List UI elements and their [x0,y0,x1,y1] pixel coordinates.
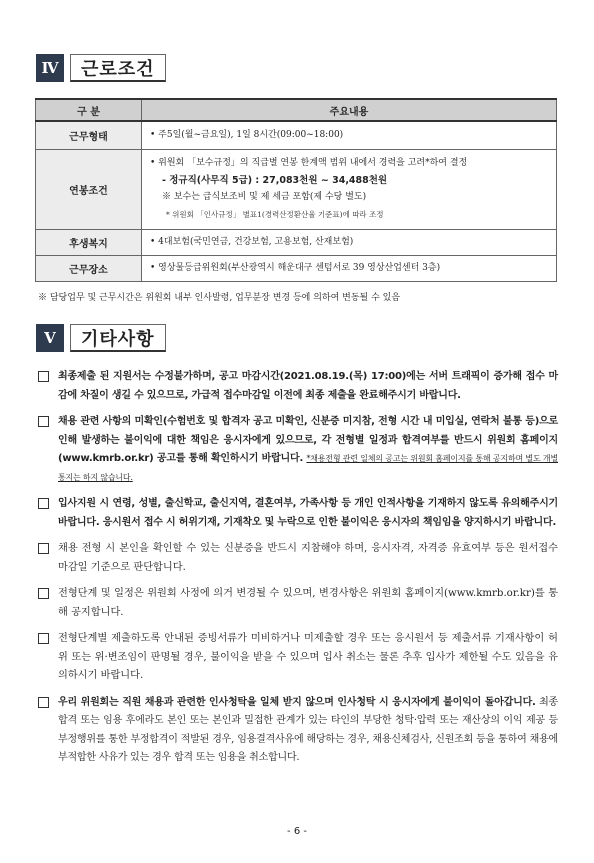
salary-line-1: • 위원회 「보수규정」의 직급별 연봉 한계액 범위 내에서 경력을 고려*하여 결정 [150,158,468,168]
list-item-text: 전형단계 및 일정은 위원회 사정에 의거 변경될 수 있으며, 변경사항은 위원회 홈페이지(www.kmrb.or.kr)를 통해 공지합니다. [58,588,558,618]
salary-line-3: ※ 보수는 급식보조비 및 제 세금 포함(제 수당 별도) [162,192,367,202]
list-item [38,694,558,768]
list-item [38,368,558,405]
section-5-numeral: Ⅴ [36,324,64,352]
list-item-text: 채용 관련 사항의 미확인(수험번호 및 합격자 공고 미확인, 신분증 미지참, 전형 시간 내 미입실, 연락처 불통 등)으로 인해 발생하는 불이익에 대한 책임은 응시자에게 있으므로, 각 전형별 일정과 합격여부를 반드시 위원회 홈페이지(www.kmrb.or.kr) 공고를 통해 확인하시기 바랍니다. [58,416,558,464]
list-item [38,495,558,532]
section-4-numeral: Ⅳ [36,54,64,82]
checkbox-square-icon [38,371,49,382]
page-number: - 6 - [287,826,307,837]
row-content-welfare: • 4대보험(국민연금, 건강보험, 고용보험, 산재보험) [142,229,557,255]
checkbox-square-icon [38,416,49,427]
row-label-welfare: 후생복지 [36,229,142,255]
table-row [36,255,557,281]
checkbox-square-icon [38,498,49,509]
salary-line-2: - 정규직(사무직 5급) : 27,083천원 ~ 34,488천원 [162,175,388,186]
row-content-salary [142,149,557,229]
row-content-location: • 영상물등급위원회(부산광역시 해운대구 센텀서로 39 영상산업센터 3층) [142,255,557,281]
work-conditions-table [35,98,557,282]
table-row [36,149,557,229]
notice-list [38,368,558,776]
table-header-row [36,99,557,121]
table-row [36,121,557,149]
checkbox-square-icon [38,633,49,644]
checkbox-square-icon [38,543,49,554]
row-content-work-type: • 주5일(월~금요일), 1일 8시간(09:00~18:00) [142,121,557,149]
row-label-salary: 연봉조건 [36,149,142,229]
section-4-title: 근로조건 [70,54,166,82]
list-item [38,630,558,686]
list-item-text: 우리 위원회는 직원 채용과 관련한 인사청탁을 일체 받지 않으며 인사청탁 시 응시자에게 불이익이 돌아갑니다. [58,696,536,708]
list-item-text: 전형단계별 제출하도록 안내된 증빙서류가 미비하거나 미제출할 경우 또는 응시원서 등 제출서류 기재사항이 허위 또는 위·변조임이 판명될 경우, 불이익을 받을 수 있으며 입사 취소는 물론 추후 입사가 제한될 수도 있음을 유의하시기 바랍니다. [58,633,558,681]
section-5-heading [36,324,166,352]
list-item-text: 입사지원 시 연령, 성별, 출신학교, 출신지역, 결혼여부, 가족사항 등 개인 인적사항을 기재하지 않도록 유의해주시기 바랍니다. 응시원서 접수 시 허위기재, 기재착오 및 누락으로 인한 불이익은 응시자의 책임임을 양지하시기 바랍니다. [58,498,558,528]
list-item [38,585,558,622]
header-category: 구 분 [36,99,142,121]
salary-line-4: * 위원회 「인사규정」 별표1(경력산정환산율 기준표)에 따라 조정 [166,210,384,219]
section-4-heading [36,54,166,82]
row-label-location: 근무장소 [36,255,142,281]
table-row [36,229,557,255]
list-item [38,413,558,487]
section-5-title: 기타사항 [70,324,166,352]
list-item-rest: 최종합격 또는 임용 후에라도 본인 또는 본인과 밀접한 관계가 있는 타인의 부당한 청탁·압력 또는 재산상의 이익 제공 등 부정행위를 통한 부정합격이 적발된 경우, 임용결격사유에 해당하는 경우, 채용신체검사, 신원조회 등을 통하여 채용에 부적합한 사유가 있는 경우 합격 또는 임용을 취소합니다. [58,696,558,763]
list-item-text: 최종제출 된 지원서는 수정불가하며, 공고 마감시간(2021.08.19.(목) 17:00)에는 서버 트래픽이 증가해 접수 마감에 차질이 생길 수 있으므로, 가급적 접수마감일 이전에 최종 제출을 완료해주시기 바랍니다. [58,371,558,401]
list-item [38,540,558,577]
list-item-text: 채용 전형 시 본인을 확인할 수 있는 신분증을 반드시 지참해야 하며, 응시자격, 자격증 유효여부 등은 원서접수 마감일 기준으로 판단합니다. [58,543,558,573]
table-footnote: ※ 담당업무 및 근무시간은 위원회 내부 인사발령, 업무분장 변경 등에 의하여 변동될 수 있음 [38,293,401,303]
checkbox-square-icon [38,588,49,599]
checkbox-square-icon [38,697,49,708]
row-label-work-type: 근무형태 [36,121,142,149]
header-content: 주요내용 [142,99,557,121]
list-item-note: *채용전형 관련 일체의 공고는 위원회 홈페이지를 통해 공지하며 별도 개별통지는 하지 않습니다. [58,454,558,482]
